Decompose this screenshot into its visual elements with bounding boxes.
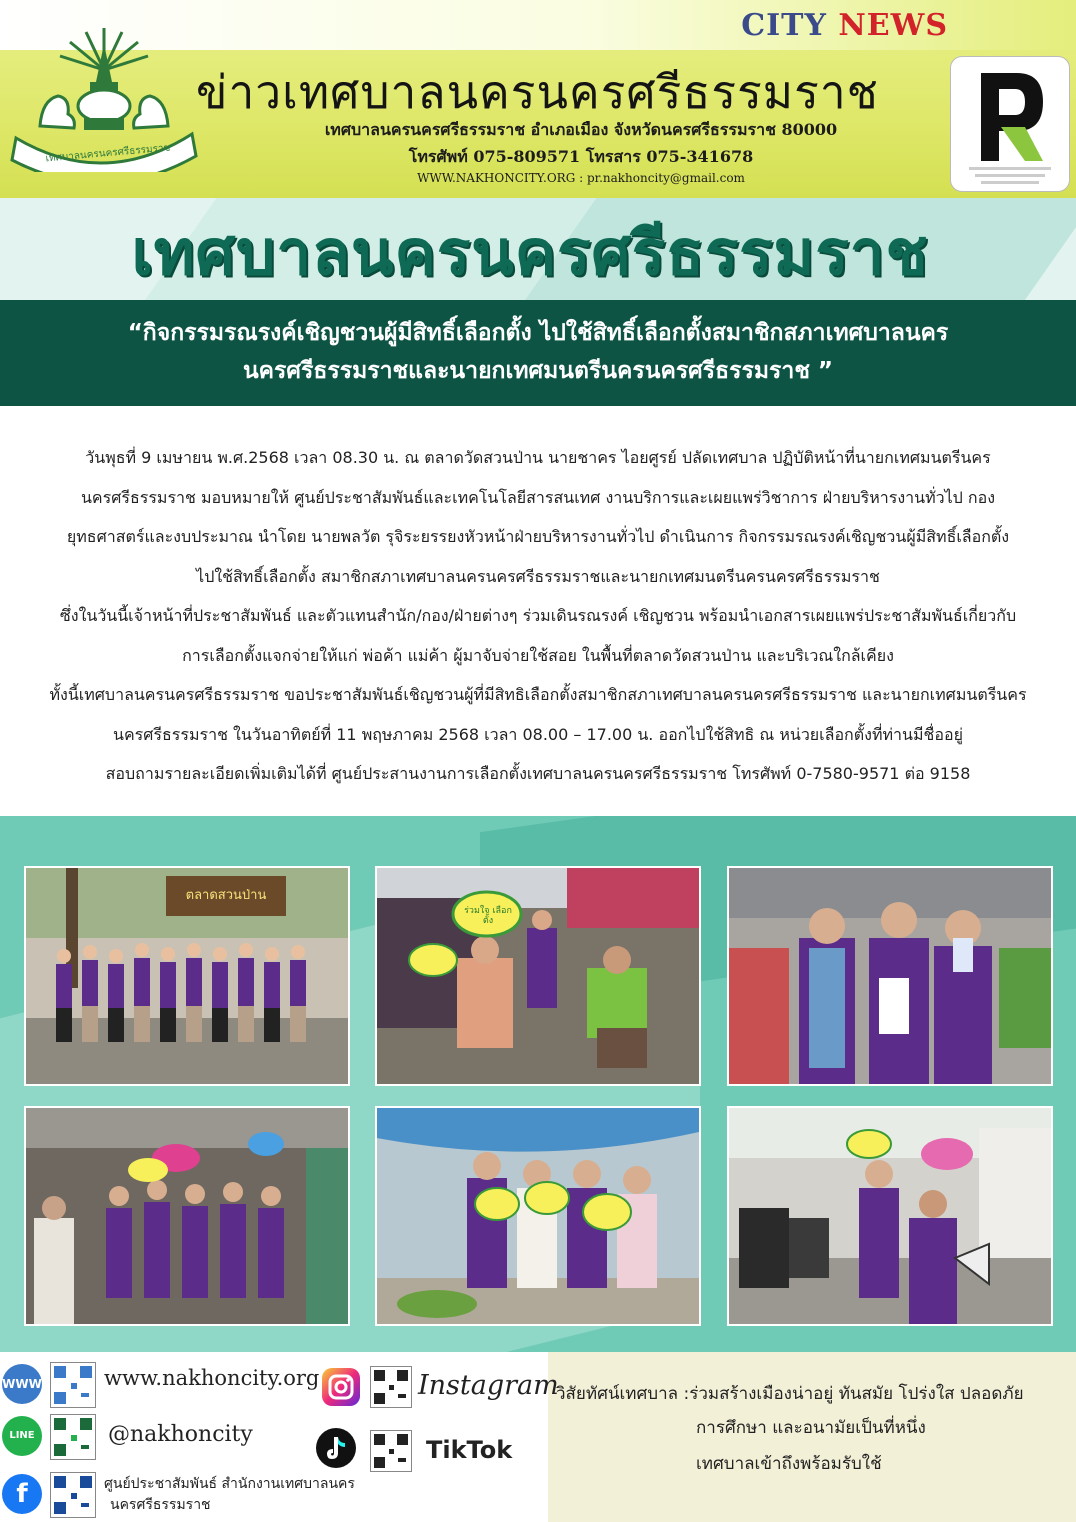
campaign-sign-text: ร่วมใจ เลือกตั้ง xyxy=(464,906,512,926)
pr-logo-mark xyxy=(951,57,1069,191)
vision-line-1: วิสัยทัศน์เทศบาล :ร่วมสร้างเมืองน่าอยู่ ทันสมัย โปร่งใส ปลอดภัย xyxy=(556,1384,1024,1404)
banner-title: เทศบาลนครนครศรีธรรมราช xyxy=(131,216,929,289)
body-line: ยุทธศาสตร์และงบประมาณ นำโดย นายพลวัต รุจิระยรรยงหัวหน้าฝ่ายบริหารงานทั่วไป ดำเนินการ กิจกรรมรณรงค์เชิญชวนผู้มีสิทธิ์เลือกตั้ง xyxy=(66,527,1010,546)
line-icon-label: LINE xyxy=(9,1430,35,1441)
website-link[interactable]: www.nakhoncity.org xyxy=(104,1366,320,1390)
body-line: นครศรีธรรมราช ในวันอาทิตย์ที่ 11 พฤษภาคม 2568 เวลา 08.00 – 17.00 น. ออกไปใช้สิทธิ ณ หน่วยเลือกตั้งที่ท่านมีชื่ออยู่ xyxy=(113,724,963,744)
body-line: ทั้งนี้เทศบาลนครนครศรีธรรมราช ขอประชาสัมพันธ์เชิญชวนผู้ที่มีสิทธิเลือกตั้งสมาชิกสภาเทศบาลนครนครศรีธรรมราช และนายกเทศมนตรีนคร xyxy=(49,685,1027,704)
www-icon-label: WWW xyxy=(2,1377,42,1391)
photo-group-with-elder xyxy=(24,1106,350,1326)
headline-line-1: “กิจกรรมรณรงค์เชิญชวนผู้มีสิทธิ์เลือกตั้ง ไปใช้สิทธิ์เลือกตั้งสมาชิกสภาเทศบาลนคร xyxy=(127,320,949,346)
article-body xyxy=(0,438,1076,794)
vision-line-3: เทศบาลเข้าถึงพร้อมรับใช้ xyxy=(696,1454,882,1474)
header-address: เทศบาลนครนครศรีธรรมราช อำเภอเมือง จังหวัดนครศรีธรรมราช 80000 xyxy=(324,120,838,139)
photo-street-megaphone xyxy=(727,1106,1053,1326)
photo-group-at-market xyxy=(24,866,350,1086)
header-phone-fax: โทรศัพท์ 075-809571 โทรสาร 075-341678 xyxy=(408,147,754,166)
instagram-icon[interactable] xyxy=(322,1368,360,1406)
pr-center-logo xyxy=(950,56,1070,192)
www-icon[interactable] xyxy=(2,1364,42,1404)
line-id[interactable]: @nakhoncity xyxy=(108,1422,253,1447)
tiktok-qr-code-icon xyxy=(370,1430,412,1472)
masthead-title: ข่าวเทศบาลนครนครศรีธรรมราช xyxy=(196,65,879,119)
website-qr-code-icon xyxy=(50,1362,96,1408)
facebook-page-name-line-1[interactable]: ศูนย์ประชาสัมพันธ์ สำนักงานเทศบาลนคร xyxy=(104,1476,355,1492)
photo-campaign-signs-stall xyxy=(375,1106,701,1326)
vision-line-2: การศึกษา และอนามัยเป็นที่หนึ่ง xyxy=(696,1418,926,1438)
photo-three-officers-market xyxy=(727,866,1053,1086)
headline xyxy=(20,314,1056,390)
body-line: วันพุธที่ 9 เมษายน พ.ศ.2568 เวลา 08.30 น. ณ ตลาดวัดสวนป่าน นายชาคร ไอยศูรย์ ปลัดเทศบาล ปฏิบัติหน้าที่นายกเทศมนตรีนคร xyxy=(85,448,991,467)
city-news-word-city: CITY xyxy=(741,8,827,43)
body-line: ไปใช้สิทธิ์เลือกตั้ง สมาชิกสภาเทศบาลนครนครศรีธรรมราชและนายกเทศมนตรีนครนครศรีธรรมราช xyxy=(196,566,880,586)
body-line: ซึ่งในวันนี้เจ้าหน้าที่ประชาสัมพันธ์ และตัวแทนสำนัก/กอง/ฝ่ายต่างๆ ร่วมเดินรณรงค์ เชิญชวน พร้อมนำเอกสารเผยแพร่ประชาสัมพันธ์เกี่ยวกับ xyxy=(59,606,1017,625)
facebook-qr-code-icon xyxy=(50,1472,96,1518)
market-sign-text: ตลาดสวนป่าน xyxy=(185,888,267,903)
masthead-header xyxy=(0,0,1076,198)
city-news-word-news: NEWS xyxy=(838,8,948,43)
body-line: สอบถามรายละเอียดเพิ่มเติมได้ที่ ศูนย์ประสานงานการเลือกตั้งเทศบาลนครนครศรีธรรมราช โทรศัพท์ 0-7580-9571 ต่อ 9158 xyxy=(105,764,971,783)
body-line: การเลือกตั้งแจกจ่ายให้แก่ พ่อค้า แม่ค้า ผู้มาจับจ่ายใช้สอย ในพื้นที่ตลาดวัดสวนป่าน และบริเวณใกล้เคียง xyxy=(182,645,894,665)
photo-leaflet-clothing-stall xyxy=(375,866,701,1086)
facebook-page-name-line-2[interactable]: นครศรีธรรมราช xyxy=(110,1497,211,1513)
instagram-qr-code-icon xyxy=(370,1366,412,1408)
line-qr-code-icon xyxy=(50,1414,96,1460)
tiktok-label[interactable]: TikTok xyxy=(426,1436,513,1464)
facebook-icon[interactable]: f xyxy=(2,1474,42,1514)
body-line: นครศรีธรรมราช มอบหมายให้ ศูนย์ประชาสัมพันธ์และเทคโนโลยีสารสนเทศ งานบริการและเผยแพร่วิชาการ ฝ่ายบริหารงานทั่วไป กอง xyxy=(80,487,996,507)
headline-line-2: นครศรีธรรมราชและนายกเทศมนตรีนครนครศรีธรรมราช ” xyxy=(242,358,834,384)
tiktok-icon[interactable] xyxy=(316,1428,356,1468)
header-web-email: WWW.NAKHONCITY.ORG : pr.nakhoncity@gmail.com xyxy=(417,171,745,185)
city-news-label xyxy=(741,8,948,43)
seal-ribbon-label: เทศบาลนครนครศรีธรรมราช xyxy=(45,142,171,165)
line-icon[interactable] xyxy=(2,1416,42,1456)
headline-box xyxy=(0,300,1076,406)
instagram-label[interactable]: Instagram xyxy=(418,1370,559,1401)
